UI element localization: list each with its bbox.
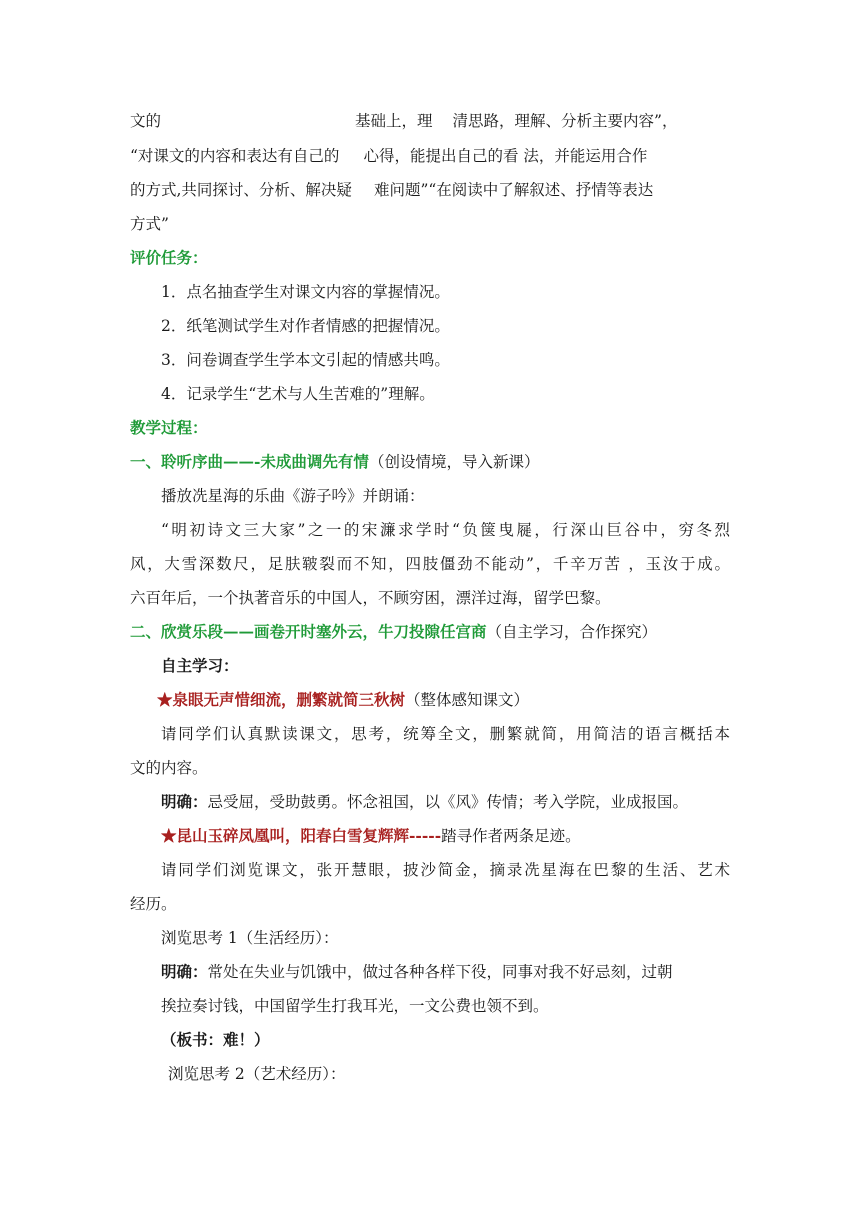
paragraph-line: 六百年后，一个执著音乐的中国人，不顾穷困，漂洋过海，留学巴黎。 — [130, 589, 611, 607]
section-1-heading — [130, 452, 730, 472]
section-2-heading — [130, 622, 730, 642]
paragraph-line: 风，大雪深数尺，足肤皲裂而不知，四肢僵劲不能动”，千辛万苦 ，玉汝于成。 — [130, 555, 730, 573]
star-heading-1 — [157, 690, 757, 710]
section-2-title: 二、欣赏乐段——画卷开时塞外云，牛刀投隙任宫商 — [130, 622, 487, 641]
clarify-text: 忌受屈，受助鼓勇。怀念祖国，以《风》传情；考入学院，业成报国。 — [207, 793, 689, 811]
intro-text: 心得，能提出自己的看 法，并能运用合作 — [363, 147, 648, 165]
clarify-text: 常处在失业与饥饿中，做过各种各样下役，同事对我不好忌刻，过朝 — [207, 963, 673, 981]
intro-text: “对课文的内容和表达有自己的 — [130, 147, 340, 165]
intro-text: 难问题”“在阅读中了解叙述、抒情等表达 — [373, 181, 654, 199]
evaluation-heading: 评价任务： — [130, 248, 208, 267]
star-heading-2 — [161, 826, 761, 846]
star-note: （整体感知课文） — [405, 691, 530, 709]
process-heading: 教学过程： — [130, 418, 208, 437]
paragraph-line: 经历。 — [130, 895, 177, 913]
evaluation-item: 3．问卷调查学生学本文引起的情感共鸣。 — [161, 351, 450, 369]
self-study-label: 自主学习： — [161, 656, 239, 675]
section-1-title: 一、聆听序曲——-未成曲调先有情 — [130, 452, 369, 471]
star-title: ★昆山玉碎凤凰叫，阳春白雪复辉辉----- — [161, 826, 442, 845]
think-question-1: 浏览思考 1（生活经历）： — [161, 929, 339, 947]
section-2-note: （自主学习，合作探究） — [486, 623, 658, 641]
intro-line-4: 方式” — [130, 215, 169, 233]
board-note: （板书：难！） — [161, 1030, 270, 1049]
paragraph-line: 请同学们浏览课文，张开慧眼，披沙简金，摘录冼星海在巴黎的生活、艺术 — [161, 861, 730, 879]
intro-line-1 — [130, 111, 730, 131]
intro-text: 文的 — [130, 112, 162, 130]
intro-text: 清思路，理解、分析主要内容”， — [452, 112, 678, 130]
intro-line-3 — [130, 180, 730, 200]
evaluation-item: 2．纸笔测试学生对作者情感的把握情况。 — [161, 317, 450, 335]
evaluation-item: 1．点名抽查学生对课文内容的掌握情况。 — [161, 283, 450, 301]
intro-line-2 — [130, 146, 730, 166]
clarify-2 — [161, 962, 761, 982]
intro-text: 的方式,共同探讨、分析、解决疑 — [130, 181, 352, 199]
section-1-note: （创设情境，导入新课） — [368, 453, 540, 471]
evaluation-item: 4．记录学生“艺术与人生苦难的”理解。 — [161, 385, 435, 403]
clarify-label: 明确： — [161, 792, 208, 811]
star-note: 踏寻作者两条足迹。 — [441, 827, 581, 845]
star-title: ★泉眼无声惜细流，删繁就简三秋树 — [157, 690, 406, 709]
paragraph: 播放冼星海的乐曲《游子吟》并朗诵： — [161, 487, 425, 505]
paragraph-line: 文的内容。 — [130, 759, 208, 777]
clarify-1 — [161, 792, 761, 812]
think-question-2: 浏览思考 2（艺术经历）： — [168, 1065, 346, 1083]
paragraph-line: “明初诗文三大家”之一的宋濂求学时“负箧曳屣，行深山巨谷中，穷冬烈 — [161, 521, 730, 539]
paragraph-line: 挨拉奏讨钱，中国留学生打我耳光，一文公费也领不到。 — [161, 997, 549, 1015]
clarify-label: 明确： — [161, 962, 208, 981]
paragraph-line: 请同学们认真默读课文，思考，统筹全文，删繁就简，用简洁的语言概括本 — [161, 725, 730, 743]
intro-text: 基础上，理 — [355, 112, 433, 130]
